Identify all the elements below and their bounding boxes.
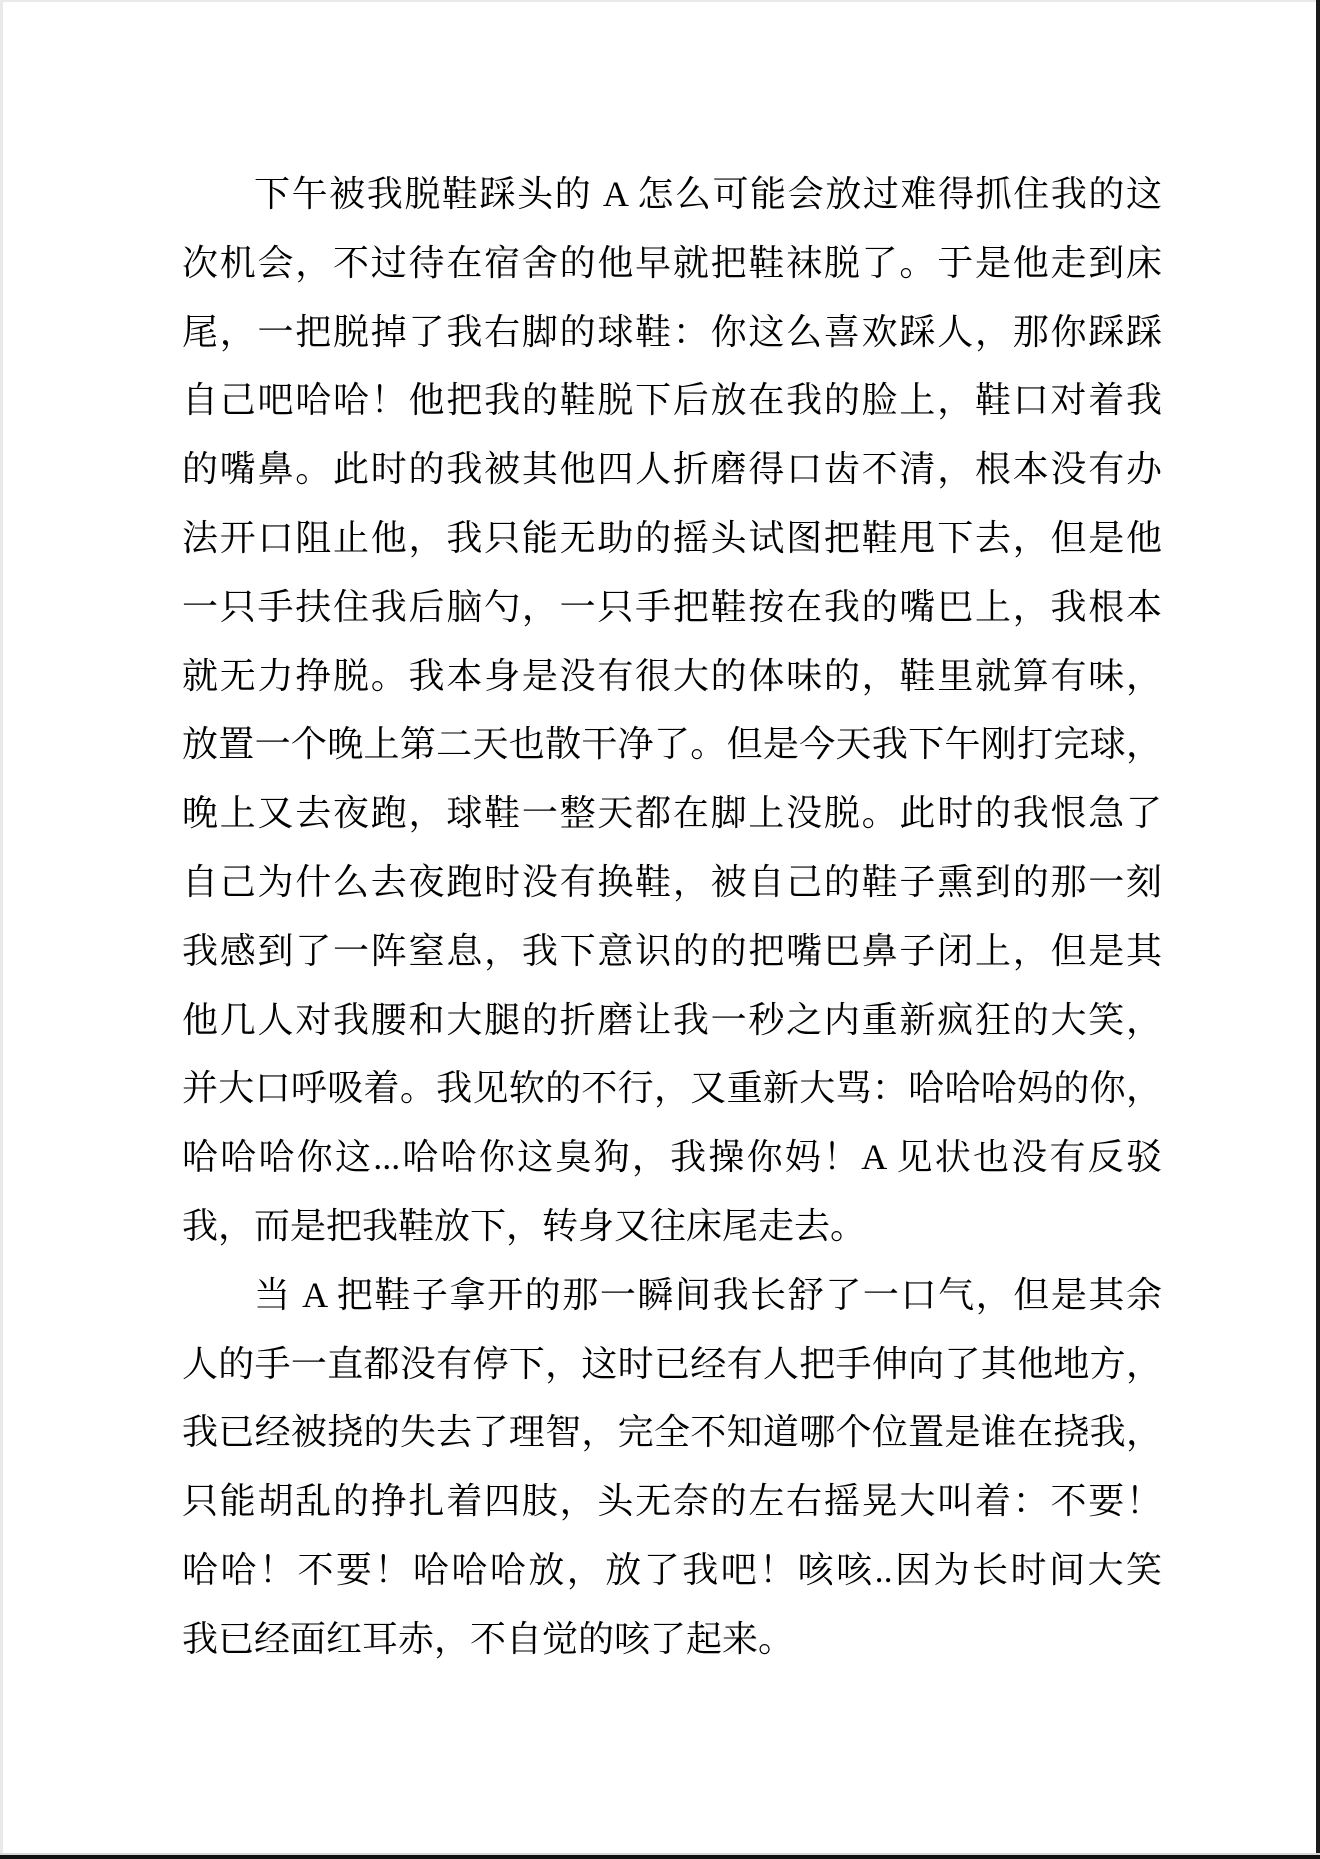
text-line: 次机会，不过待在宿舍的他早就把鞋袜脱了。于是他走到床 bbox=[182, 242, 1162, 283]
text-line: 自己为什么去夜跑时没有换鞋，被自己的鞋子熏到的那一刻 bbox=[182, 861, 1162, 902]
page-top-edge bbox=[0, 0, 1320, 2]
text-line: 我已经面红耳赤，不自觉的咳了起来。 bbox=[182, 1618, 795, 1659]
document-body bbox=[182, 160, 1162, 1674]
text-line: 晚上又去夜跑，球鞋一整天都在脚上没脱。此时的我恨急了 bbox=[182, 793, 1162, 834]
text-line: 一只手扶住我后脑勺，一只手把鞋按在我的嘴巴上，我根本 bbox=[182, 586, 1162, 627]
text-line: 并大口呼吸着。我见软的不行，又重新大骂：哈哈哈妈的你， bbox=[182, 1068, 1162, 1109]
text-line: 他几人对我腰和大腿的折磨让我一秒之内重新疯狂的大笑， bbox=[182, 999, 1162, 1040]
text-line: 下午被我脱鞋踩头的 A 怎么可能会放过难得抓住我的这 bbox=[254, 174, 1162, 214]
text-line: 哈哈哈你这...哈哈你这臭狗，我操你妈！A 见状也没有反驳 bbox=[182, 1137, 1162, 1178]
text-line: 人的手一直都没有停下，这时已经有人把手伸向了其他地方， bbox=[182, 1343, 1162, 1384]
text-line: 只能胡乱的挣扎着四肢，头无奈的左右摇晃大叫着：不要！ bbox=[182, 1481, 1162, 1522]
page-bottom-edge bbox=[0, 1855, 1320, 1859]
text-line: 当 A 把鞋子拿开的那一瞬间我长舒了一口气，但是其余 bbox=[254, 1274, 1162, 1315]
text-line: 我，而是把我鞋放下，转身又往床尾走去。 bbox=[182, 1205, 867, 1246]
text-line: 自己吧哈哈！他把我的鞋脱下后放在我的脸上，鞋口对着我 bbox=[182, 380, 1162, 421]
text-line: 就无力挣脱。我本身是没有很大的体味的，鞋里就算有味， bbox=[182, 655, 1162, 696]
text-line: 法开口阻止他，我只能无助的摇头试图把鞋甩下去，但是他 bbox=[182, 517, 1162, 558]
page-left-edge bbox=[0, 0, 3, 1859]
text-line: 哈哈！不要！哈哈哈放，放了我吧！咳咳..因为长时间大笑 bbox=[182, 1549, 1162, 1590]
page-right-edge bbox=[1316, 0, 1320, 1859]
text-line: 我感到了一阵窒息，我下意识的的把嘴巴鼻子闭上，但是其 bbox=[182, 930, 1162, 971]
text-line: 尾，一把脱掉了我右脚的球鞋：你这么喜欢踩人，那你踩踩 bbox=[182, 311, 1162, 352]
text-line: 我已经被挠的失去了理智，完全不知道哪个位置是谁在挠我， bbox=[182, 1412, 1162, 1453]
text-line: 放置一个晚上第二天也散干净了。但是今天我下午刚打完球， bbox=[182, 724, 1162, 765]
text-line: 的嘴鼻。此时的我被其他四人折磨得口齿不清，根本没有办 bbox=[182, 449, 1162, 490]
